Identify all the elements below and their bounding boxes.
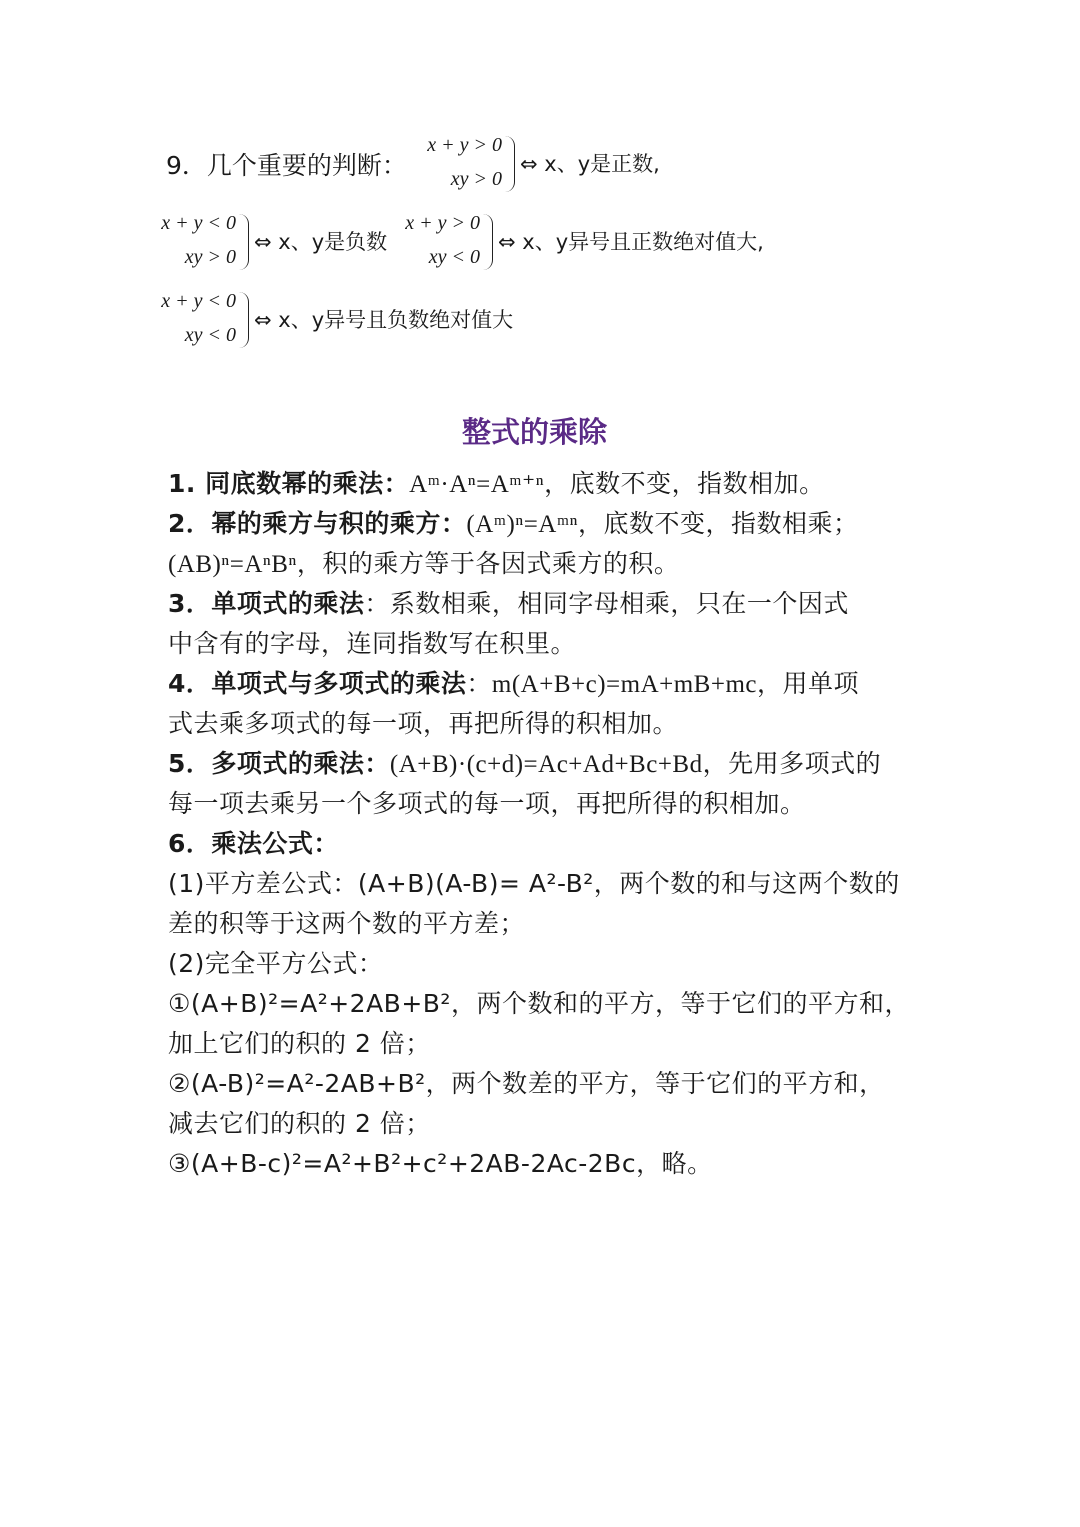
section-title: 整式的乘除 (462, 415, 608, 449)
item-text: ，底数不变，指数相加。 (544, 469, 825, 498)
item-text: (1)平方差公式：(A+B)(A-B)= A²-B²，两个数的和与这两个数的 (168, 869, 900, 898)
item-text: ，积的乘方等于各因式乘方的积。 (296, 549, 680, 578)
system-result: ⇔ x、y是负数 (254, 230, 388, 254)
item-text: ①(A+B)²=A²+2AB+B²，两个数和的平方，等于它们的平方和， (168, 989, 910, 1018)
system-line-1: x + y > 0 (427, 134, 502, 156)
item-heading: 5．多项式的乘法： (168, 749, 390, 778)
item-text: ，用单项 (757, 669, 860, 698)
system-result: ⇔ x、y异号且正数绝对值大, (498, 230, 764, 254)
formula: ：m(A+B+c)=mA+mB+mc (466, 671, 757, 698)
content-line (168, 464, 825, 500)
item-text: (2)完全平方公式： (168, 949, 384, 978)
item-text: ②(A-B)²=A²-2AB+B²，两个数差的平方，等于它们的平方和， (168, 1069, 885, 1098)
system-line-1: x + y < 0 (161, 212, 236, 234)
system-line-2: xy > 0 (450, 168, 502, 190)
right-brace-icon (482, 214, 493, 270)
item-text: ，底数不变，指数相乘； (577, 509, 859, 538)
item-text: 中含有的字母，连同指数写在积里。 (168, 629, 577, 658)
item-heading: 6．乘法公式： (168, 829, 339, 858)
right-brace-icon (504, 136, 515, 192)
system-result: ⇔ x、y是正数, (520, 152, 660, 176)
right-brace-icon (238, 292, 249, 348)
item-heading: 2．幂的乘方与积的乘方： (168, 509, 467, 538)
system-line-2: xy < 0 (428, 246, 480, 268)
content-line (168, 984, 910, 1020)
system-line-1: x + y > 0 (405, 212, 480, 234)
item-heading: 3．单项式的乘法 (168, 589, 365, 618)
content-line (168, 1144, 713, 1180)
system-line-1: x + y < 0 (161, 290, 236, 312)
item-text: ：系数相乘，相同字母相乘，只在一个因式 (364, 589, 849, 618)
judgments-heading: 9．几个重要的判断： (166, 151, 407, 180)
content-line (168, 824, 339, 860)
content-line (168, 744, 881, 780)
system-line-2: xy < 0 (184, 324, 236, 346)
item-text: ③(A+B-c)²=A²+B²+c²+2AB-2Ac-2Bc，略。 (168, 1149, 713, 1178)
content-line (168, 544, 679, 580)
content-line (168, 624, 576, 660)
formula: (AB)ⁿ=AⁿBⁿ (168, 551, 297, 578)
content-line (168, 664, 859, 700)
item-heading: 4．单项式与多项式的乘法 (168, 669, 467, 698)
item-text: 加上它们的积的 2 倍； (168, 1029, 431, 1058)
item-text: 式去乘多项式的每一项，再把所得的积相加。 (168, 709, 679, 738)
content-line (168, 784, 806, 820)
item-text: 减去它们的积的 2 倍； (168, 1109, 431, 1138)
right-brace-icon (238, 214, 249, 270)
content-line (168, 1104, 431, 1140)
formula: Aᵐ·Aⁿ=Aᵐ⁺ⁿ (409, 471, 545, 498)
system-result: ⇔ x、y异号且负数绝对值大 (254, 308, 514, 332)
content-line (168, 1024, 431, 1060)
item-text: ，先用多项式的 (702, 749, 882, 778)
item-heading: 1. 同底数幂的乘法： (168, 469, 410, 498)
content-line (168, 944, 383, 980)
content-line (168, 504, 858, 540)
content-line (168, 904, 525, 940)
content-line (168, 584, 849, 620)
content-line (168, 704, 678, 740)
formula: (A+B)·(c+d)=Ac+Ad+Bc+Bd (389, 751, 703, 778)
content-line (168, 864, 900, 900)
system-line-2: xy > 0 (184, 246, 236, 268)
formula: (Aᵐ)ⁿ=Aᵐⁿ (466, 511, 578, 538)
content-line (168, 1064, 885, 1100)
item-text: 差的积等于这两个数的平方差； (168, 909, 526, 938)
item-text: 每一项去乘另一个多项式的每一项，再把所得的积相加。 (168, 789, 806, 818)
